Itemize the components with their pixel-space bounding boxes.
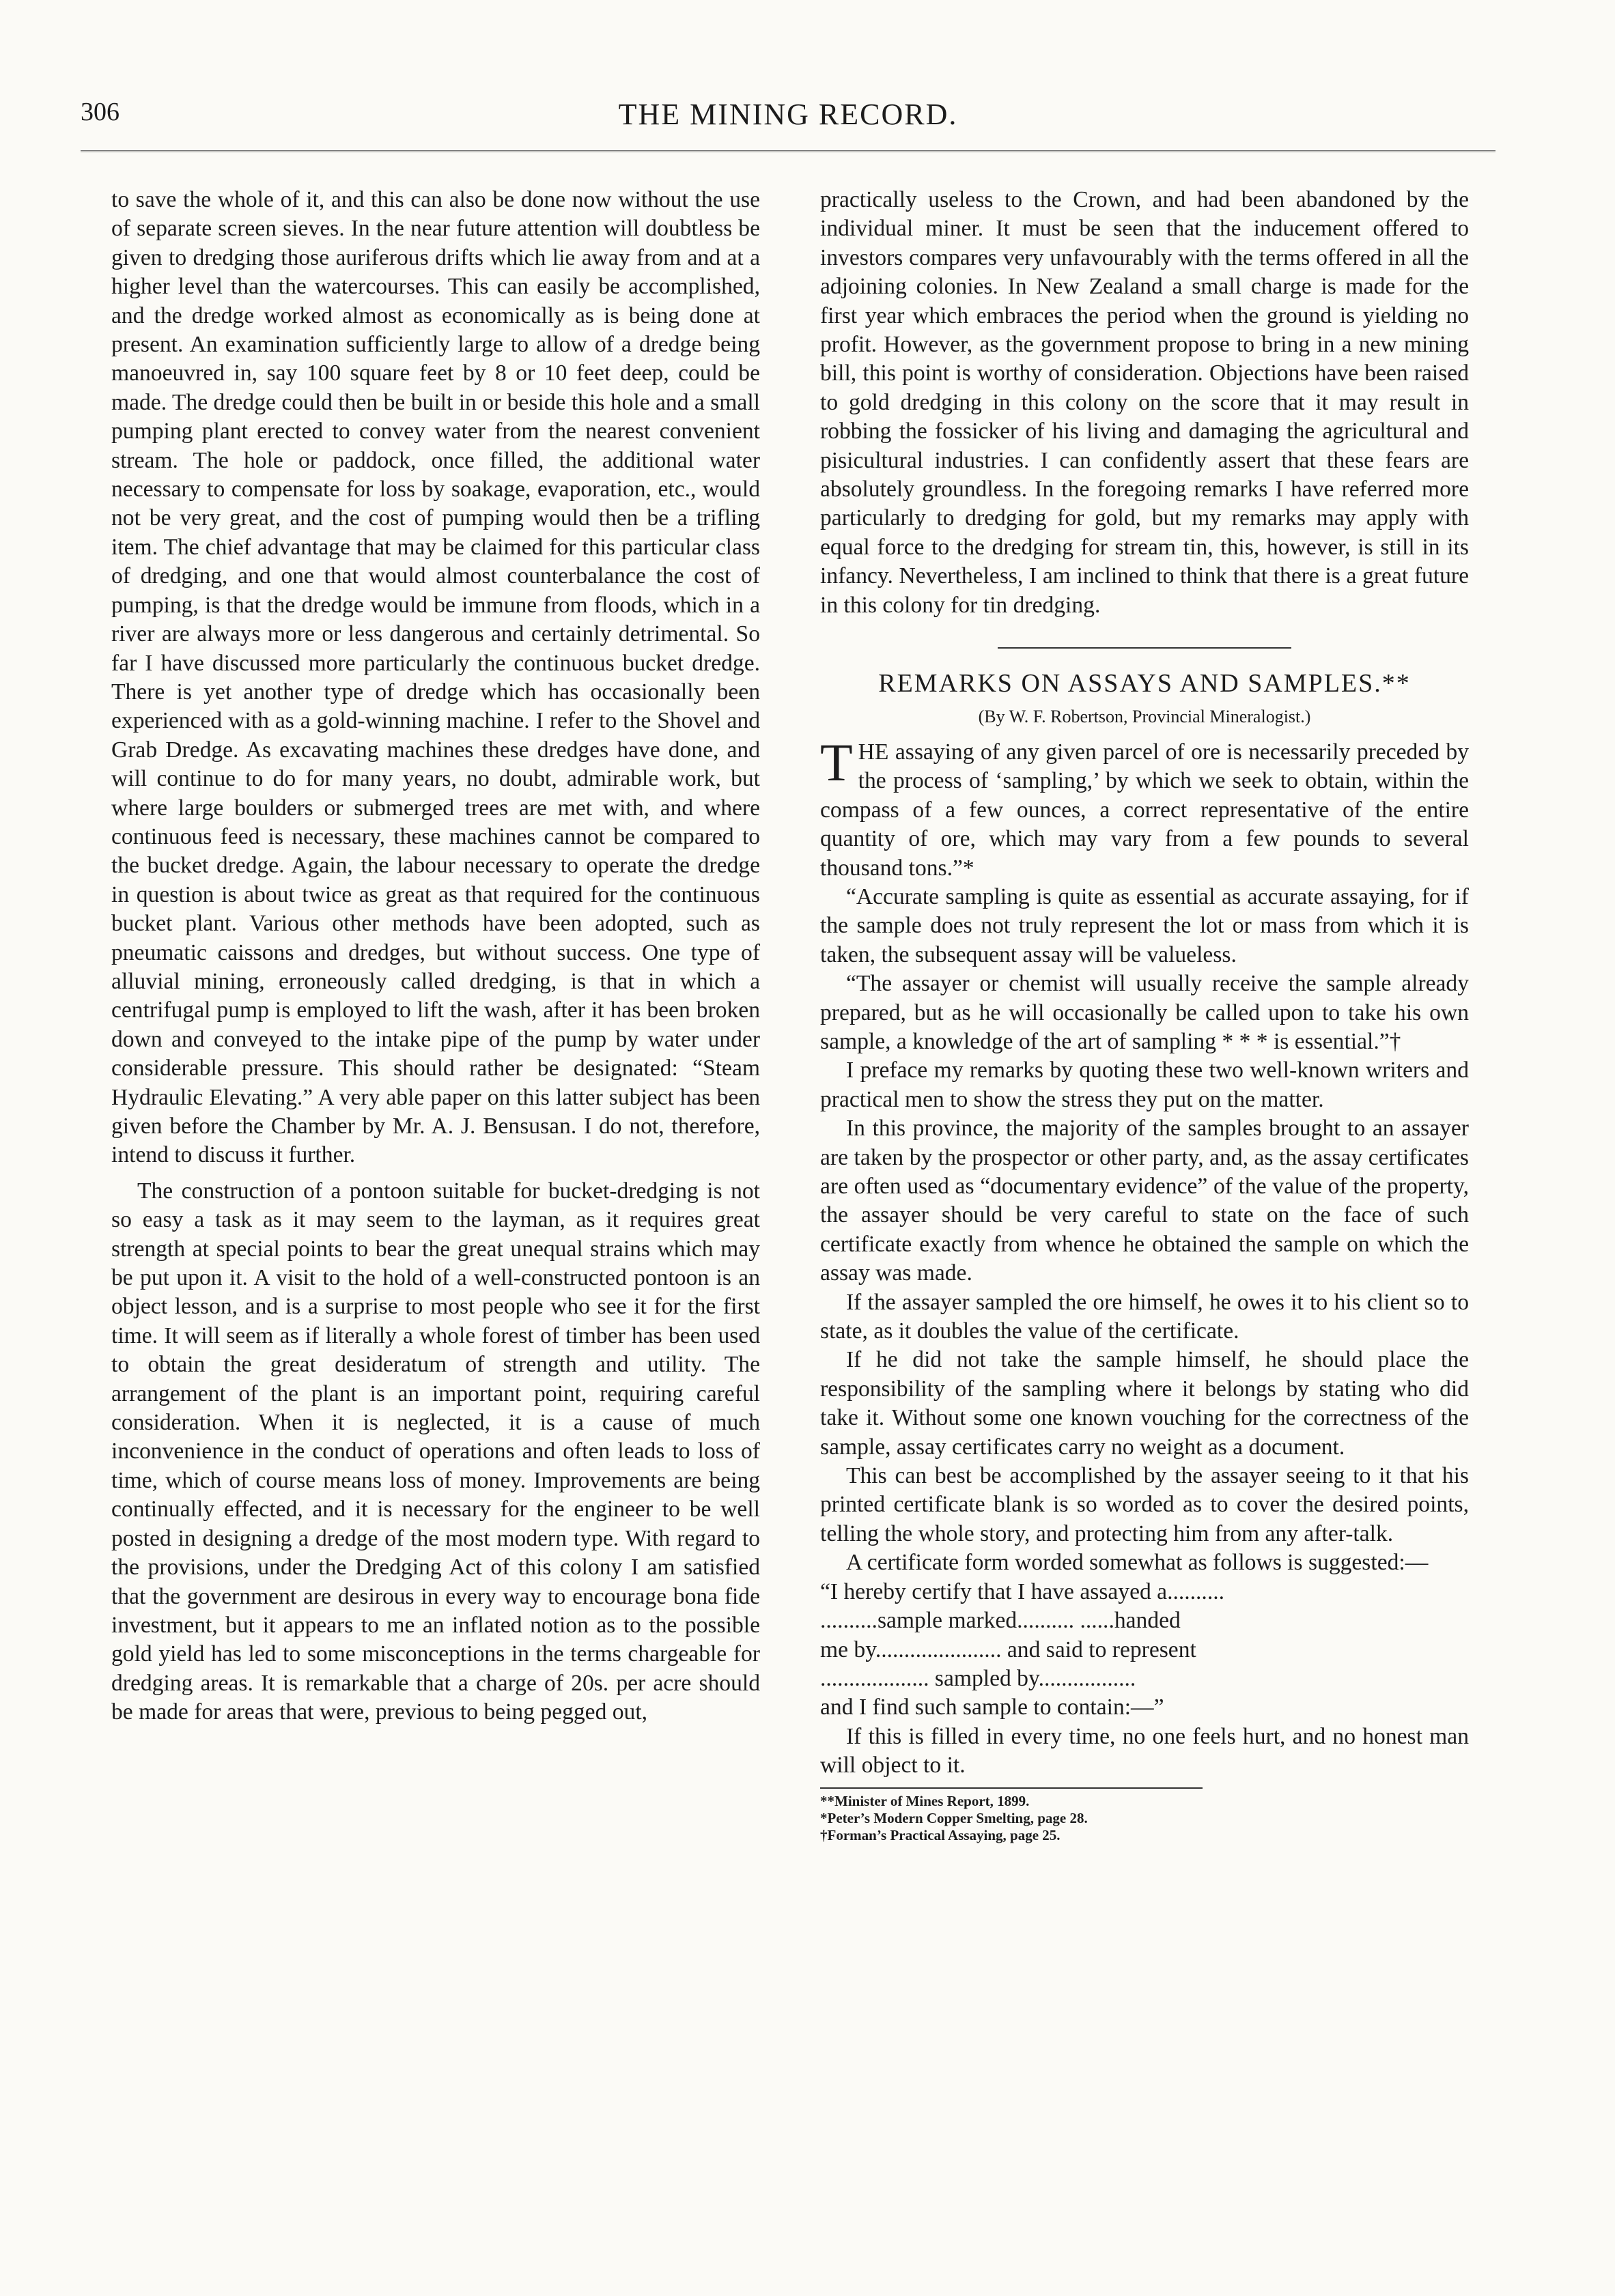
section-paragraph: I preface my remarks by quoting these two well-known writers and practical men to show the stress they put on the matter. — [820, 1058, 1469, 1112]
certificate-line: “I hereby certify that I have assayed a.......... — [820, 1578, 1225, 1604]
footnote-rule — [820, 1787, 1203, 1789]
closing-paragraph: If this is filled in every time, no one feels hurt, and no honest man will object to it. — [820, 1723, 1469, 1778]
running-title: THE MINING RECORD. — [618, 98, 958, 131]
section-byline: (By W. F. Robertson, Provincial Mineralogist.) — [978, 706, 1311, 726]
page-header — [81, 97, 1495, 152]
certificate-line: me by...................... and said to represent — [820, 1636, 1196, 1662]
right-paragraph: practically useless to the Crown, and had been abandoned by the individual miner. It must be seen that the inducement offered to investors compares very unfavourably with the terms offered in all the adjoining colonies. In New Zealand a small charge is made for the first year which embraces the period when the ground is yielding no profit. However, as the government propose to bring in a new mining bill, this point is worthy of consideration. Objections have been raised to gold dredging in this colony on the score that it may result in robbing the fossicker of his living and damaging the agricultural and pisicultural industries. I can confidently assert that these fears are absolutely groundless. In the foregoing remarks I have referred more particularly to dredging for gold, but my remarks may apply with equal force to the dredging for stream tin, this, however, is still in its infancy. Nevertheless, I am inclined to think that there is a great future in this colony for tin dredging. — [820, 187, 1469, 618]
certificate-line: ................... sampled by................. — [820, 1665, 1136, 1691]
right-column — [820, 186, 1469, 1844]
left-column — [111, 186, 760, 1727]
section-divider — [998, 647, 1291, 649]
left-paragraph: The construction of a pontoon suitable for bucket-dredging is not so easy a task as it may seem to the layman, as it requires great strength at special points to bear the great unequal strains which may be put upon it. A visit to the hold of a well-constructed pontoon is an object lesson, and is a surprise to most people who see it for the first time. It will seem as if literally a whole forest of timber has been used to obtain the great desideratum of strength and utility. The arrangement of the plant is an important point, requiring careful consideration. When it is neglected, it is a cause of much inconvenience in the conduct of operations and often leads to loss of time, which of course means loss of money. Improvements are being continually effected, and it is necessary for the engineer to be well posted in designing a dredge of the most modern type. With regard to the provisions, under the Dredging Act of this colony I am satisfied that the government are desirous in every way to encourage bona fide investment, but it appears to me an inflated notion as to the possible gold yield has led to some misconceptions in the terms chargeable for dredging areas. It is remarkable that a charge of 20s. per acre should be made for areas that were, previous to being pegged out, — [111, 1178, 760, 1725]
page-number: 306 — [81, 98, 120, 126]
section-paragraph: A certificate form worded somewhat as follows is suggested:— — [846, 1550, 1429, 1576]
header-rule — [81, 150, 1495, 152]
section-first-paragraph — [820, 732, 1469, 883]
section-paragraph: If the assayer sampled the ore himself, he owes it to his client so to state, as it doubles the value of the certificate. — [820, 1289, 1469, 1344]
section-paragraph: “The assayer or chemist will usually receive the sample already prepared, but as he will occasionally be called upon to take his own sample, a knowledge of the art of sampling * * * is essential.”† — [820, 971, 1469, 1054]
section-paragraph: “Accurate sampling is quite as essential as accurate assaying, for if the sample does not truly represent the lot or mass from which it is taken, the subsequent assay will be valueless. — [820, 883, 1469, 967]
footnote: †Forman’s Practical Assaying, page 25. — [820, 1826, 1061, 1843]
footnote: **Minister of Mines Report, 1899. — [820, 1792, 1030, 1809]
first-paragraph-text: HE assaying of any given parcel of ore is necessarily preceded by the process of ‘sampling,’ by which we seek to obtain, within the compass of a few ounces, a correct representative of the entire quantity of ore, which may vary from a few pounds to several thousand tons.”* — [820, 739, 1469, 881]
section-paragraph: This can best be accomplished by the assayer seeing to it that his printed certificate blank is so worded as to cover the desired points, telling the whole story, and protecting him from any after-talk. — [820, 1463, 1469, 1546]
footnote: *Peter’s Modern Copper Smelting, page 28. — [820, 1809, 1088, 1826]
section-paragraph: In this province, the majority of the samples brought to an assayer are taken by the prospector or other party, and, as the assay certificates are often used as “documentary evidence” of the value of the property, the assayer should be very careful to state on the face of such certificate exactly from whence he obtained the sample on which the assay was made. — [820, 1116, 1469, 1286]
certificate-line: ..........sample marked.......... ......handed — [820, 1608, 1181, 1634]
section-title: REMARKS ON ASSAYS AND SAMPLES.** — [878, 669, 1411, 698]
section-paragraph: If he did not take the sample himself, he should place the responsibility of the sampling where it belongs by stating who did take it. Without some one known vouching for the correctness of the sample, assay certificates carry no weight as a document. — [820, 1347, 1469, 1460]
left-paragraph: to save the whole of it, and this can also be done now without the use of separate screen sieves. In the near future attention will doubtless be given to dredging those auriferous drifts which lie away from and at a higher level than the watercourses. This can easily be accomplished, and the dredge worked almost as economically as is being done at present. An examination sufficiently large to allow of a dredge being manoeuvred in, say 100 square feet by 8 or 10 feet deep, could be made. The dredge could then be built in or beside this hole and a small pumping plant erected to convey water from the nearest convenient stream. The hole or paddock, once filled, the additional water necessary to compensate for loss by soakage, evaporation, etc., would not be very great, and the cost of pumping would then be a trifling item. The chief advantage that may be claimed for this particular class of dredging, and one that would almost counterbalance the cost of pumping, is that the dredge would be immune from floods, which in a river are always more or less dangerous and certainly detrimental. So far I have discussed more particularly the continuous bucket dredge. There is yet another type of dredge which has occasionally been experienced with as a gold-winning machine. I refer to the Shovel and Grab Dredge. As excavating machines these dredges have done, and will continue to do for many years, no doubt, admirable work, but where large boulders or submerged trees are met with, and where continuous feed is necessary, these machines cannot be compared to the bucket dredge. Again, the labour necessary to operate the dredge in question is about twice as great as that required for the continuous bucket plant. Various other methods have been adopted, such as pneumatic caissons and dredges, but without success. One type of alluvial mining, erroneously called dredging, is that in which a centrifugal pump is employed to lift the wash, after it has been broken down and conveyed to the intake pipe of the pump by water under considerable pressure. This should rather be designated: “Steam Hydraulic Elevating.” A very able paper on this latter subject has been given before the Chamber by Mr. A. J. Bensusan. I do not, therefore, intend to discuss it further. — [111, 187, 760, 1168]
certificate-line: and I find such sample to contain:—” — [820, 1695, 1164, 1720]
drop-cap: T — [820, 732, 853, 792]
footnotes — [820, 1793, 1469, 1844]
